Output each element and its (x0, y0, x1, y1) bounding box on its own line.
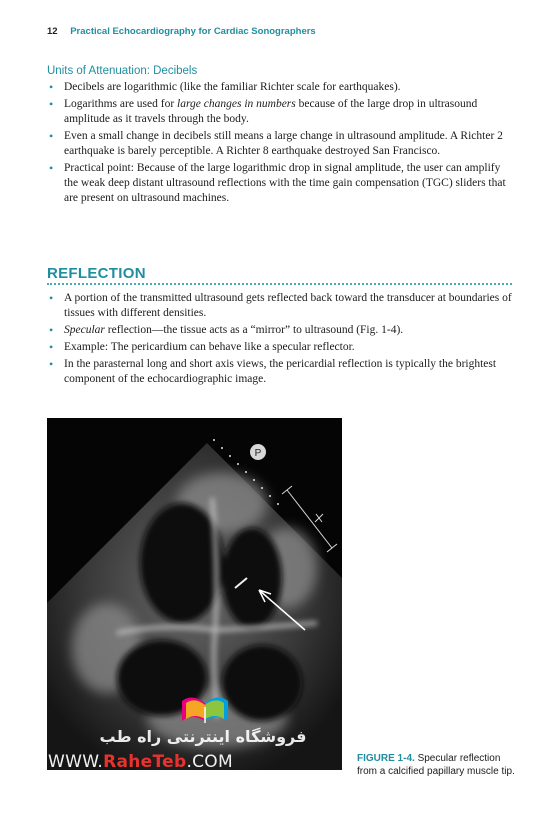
bullet-text: reflection—the tissue acts as a “mirror” to ultrasound (Fig. 1-4). (104, 324, 404, 336)
watermark-url (48, 752, 233, 772)
page-number: 12 (47, 26, 58, 37)
bullet-dot-icon: • (49, 129, 54, 143)
bullet-item (47, 161, 517, 206)
bullet-text: In the parasternal long and short axis views, the pericardial reflection is typically the brightest component of the echocardiographic image. (64, 358, 497, 385)
figure-caption (357, 752, 522, 778)
bullet-dot-icon: • (49, 97, 54, 111)
bullet-dot-icon: • (49, 357, 54, 371)
bullet-text: Specular (64, 324, 105, 336)
bullet-text: Even a small change in decibels still means a large change in ultrasound amplitude. A Richter 2 earthquake is barely perceptible. A Richter 8 earthquake destroyed San Francisco. (64, 130, 503, 157)
bullet-dot-icon: • (49, 291, 54, 305)
bullet-text: because of the large drop in ultrasound amplitude as it travels through the body. (64, 98, 478, 125)
watermark-url-brand: RaheTeb (103, 752, 187, 772)
bullet-text: A portion of the transmitted ultrasound gets reflected back toward the transducer at boundaries of tissues with different densities. (64, 292, 512, 319)
bullet-item (47, 291, 517, 321)
bullet-text: large changes in numbers (177, 98, 296, 110)
section-heading-attenuation: Units of Attenuation: Decibels (47, 65, 198, 77)
bullet-item (47, 97, 517, 127)
section-heading-reflection: REFLECTION (47, 265, 146, 282)
watermark-persian-text: فروشگاه اینترنتی راه طب (99, 727, 307, 746)
watermark-url-prefix: WWW. (48, 752, 104, 772)
figure-caption-text: Specular reflection from a calcified papillary muscle tip. (357, 753, 515, 777)
bullet-text: Decibels are logarithmic (like the familiar Richter scale for earthquakes). (64, 81, 401, 93)
figure-label: FIGURE 1-4. (357, 753, 415, 764)
bullet-dot-icon: • (49, 161, 54, 175)
running-title: Practical Echocardiography for Cardiac Sonographers (70, 26, 316, 37)
bullet-dot-icon: • (49, 340, 54, 354)
watermark-url-suffix: .COM (186, 752, 233, 772)
bullet-item (47, 340, 517, 355)
attenuation-bullet-list (47, 80, 517, 208)
bullet-dot-icon: • (49, 80, 54, 94)
bullet-item (47, 323, 517, 338)
bullet-item (47, 357, 517, 387)
bullet-item (47, 80, 517, 95)
heading-dotted-rule (47, 283, 512, 285)
reflection-bullet-list (47, 291, 517, 389)
bullet-text: Logarithms are used for (64, 98, 178, 110)
book-logo-icon (180, 693, 230, 725)
transducer-marker-label: P (254, 448, 262, 459)
bullet-text: Practical point: Because of the large logarithmic drop in signal amplitude, the user can amplify the weak deep distant ultrasound reflections with the time gain compensation (TGC) sliders that are present on ultrasound machines. (64, 162, 506, 204)
bullet-item (47, 129, 517, 159)
running-header (47, 26, 316, 37)
bullet-text: Example: The pericardium can behave like a specular reflector. (64, 341, 355, 353)
bullet-dot-icon: • (49, 323, 54, 337)
